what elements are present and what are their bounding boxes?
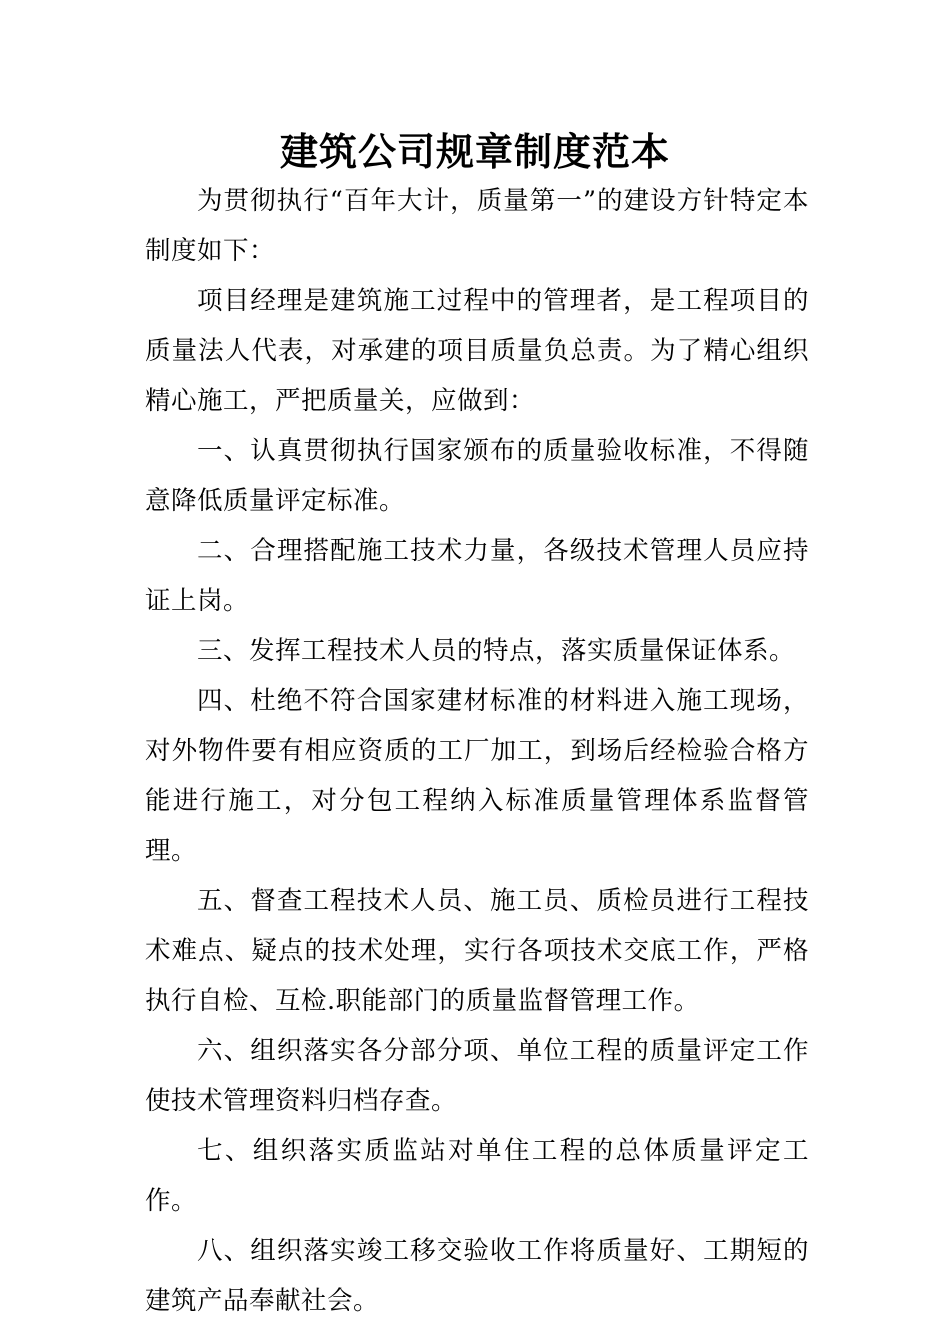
paragraph-item-4: 四、杜绝不符合国家建材标准的材料进入施工现场，对外物件要有相应资质的工厂加工，到场后经检验合格方能进行施工，对分包工程纳入标准质量管理体系监督管理。 (145, 686, 809, 866)
document-body (145, 176, 809, 1326)
paragraph-item-2: 二、合理搭配施工技术力量，各级技术管理人员应持证上岗。 (145, 536, 809, 616)
paragraph-item-5: 五、督查工程技术人员、施工员、质检员进行工程技术难点、疑点的技术处理，实行各项技术交底工作，严格执行自检、互检.职能部门的质量监督管理工作。 (145, 886, 809, 1016)
document-title: 建筑公司规章制度范本 (279, 129, 670, 174)
paragraph-item-3: 三、发挥工程技术人员的特点，落实质量保证体系。 (197, 636, 796, 666)
paragraph-intro: 为贯彻执行“百年大计，质量第一”的建设方针特定本制度如下： (145, 186, 809, 266)
paragraph-item-1: 一、认真贯彻执行国家颁布的质量验收标准，不得随意降低质量评定标准。 (145, 436, 809, 516)
paragraph-item-8: 八、组织落实竣工移交验收工作将质量好、工期短的建筑产品奉献社会。 (145, 1236, 809, 1316)
paragraph-item-7: 七、组织落实质监站对单住工程的总体质量评定工作。 (145, 1136, 809, 1216)
paragraph-item-6: 六、组织落实各分部分项、单位工程的质量评定工作使技术管理资料归档存查。 (145, 1036, 809, 1116)
paragraph-manager-duty: 项目经理是建筑施工过程中的管理者，是工程项目的质量法人代表，对承建的项目质量负总责。为了精心组织精心施工，严把质量关，应做到： (145, 286, 809, 416)
